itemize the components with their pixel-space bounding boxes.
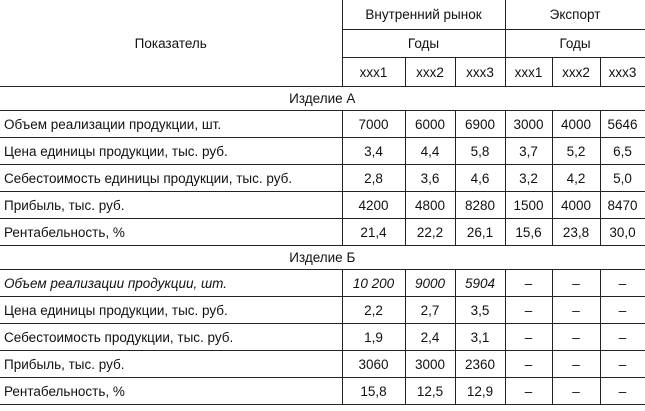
cell-value: 4000: [552, 192, 600, 219]
cell-value: 2360: [455, 351, 505, 378]
row-label: Объем реализации продукции, шт.: [0, 270, 342, 297]
cell-value: 3,5: [455, 297, 505, 324]
row-label: Прибыль, тыс. руб.: [0, 192, 342, 219]
cell-value: 22,2: [405, 219, 455, 246]
domestic-market-header: Внутренний рынок: [342, 0, 505, 30]
cell-value: 6900: [455, 111, 505, 138]
row-label: Объем реализации продукции, шт.: [0, 111, 342, 138]
row-label: Рентабельность, %: [0, 378, 342, 405]
cell-value: –: [505, 270, 552, 297]
cell-value: –: [600, 351, 645, 378]
cell-value: 5,2: [552, 138, 600, 165]
row-label: Прибыль, тыс. руб.: [0, 351, 342, 378]
cell-value: 3000: [505, 111, 552, 138]
cell-value: 15,8: [342, 378, 405, 405]
cell-value: 23,8: [552, 219, 600, 246]
export-years-header: Годы: [505, 30, 645, 58]
table-row: [0, 324, 645, 351]
year-col-header: ххх2: [405, 58, 455, 87]
row-label: Себестоимость продукции, тыс. руб.: [0, 324, 342, 351]
cell-value: 3,6: [405, 165, 455, 192]
cell-value: –: [552, 324, 600, 351]
cell-value: –: [552, 297, 600, 324]
cell-value: 7000: [342, 111, 405, 138]
table-row: [0, 351, 645, 378]
cell-value: 1,9: [342, 324, 405, 351]
cell-value: 5,8: [455, 138, 505, 165]
cell-value: –: [505, 378, 552, 405]
cell-value: 4,2: [552, 165, 600, 192]
cell-value: 4000: [552, 111, 600, 138]
table-row: [0, 192, 645, 219]
cell-value: 3,7: [505, 138, 552, 165]
cell-value: 5646: [600, 111, 645, 138]
cell-value: –: [505, 324, 552, 351]
cell-value: 3,2: [505, 165, 552, 192]
domestic-years-header: Годы: [342, 30, 505, 58]
year-col-header: ххх1: [505, 58, 552, 87]
row-label: Себестоимость единицы продукции, тыс. руб.: [0, 165, 342, 192]
cell-value: 15,6: [505, 219, 552, 246]
section-title: Изделие Б: [0, 246, 645, 270]
cell-value: 21,4: [342, 219, 405, 246]
cell-value: –: [505, 351, 552, 378]
export-header: Экспорт: [505, 0, 645, 30]
cell-value: 1500: [505, 192, 552, 219]
cell-value: 6,5: [600, 138, 645, 165]
row-label: Рентабельность, %: [0, 219, 342, 246]
cell-value: 2,2: [342, 297, 405, 324]
table-row: [0, 165, 645, 192]
cell-value: 2,8: [342, 165, 405, 192]
table-row: [0, 297, 645, 324]
cell-value: –: [600, 270, 645, 297]
cell-value: 5904: [455, 270, 505, 297]
cell-value: 8280: [455, 192, 505, 219]
table-row: [0, 378, 645, 405]
cell-value: 30,0: [600, 219, 645, 246]
cell-value: 2,7: [405, 297, 455, 324]
cell-value: –: [600, 324, 645, 351]
row-label: Цена единицы продукции, тыс. руб.: [0, 297, 342, 324]
cell-value: 3,1: [455, 324, 505, 351]
cell-value: 26,1: [455, 219, 505, 246]
year-col-header: ххх2: [552, 58, 600, 87]
cell-value: 4800: [405, 192, 455, 219]
cell-value: –: [505, 297, 552, 324]
cell-value: 5,0: [600, 165, 645, 192]
cell-value: 12,5: [405, 378, 455, 405]
table-row: [0, 219, 645, 246]
table-row: [0, 270, 645, 297]
cell-value: 3060: [342, 351, 405, 378]
year-col-header: ххх3: [600, 58, 645, 87]
cell-value: 4,6: [455, 165, 505, 192]
table-row: [0, 111, 645, 138]
cell-value: 10 200: [342, 270, 405, 297]
cell-value: –: [600, 378, 645, 405]
section-title: Изделие А: [0, 87, 645, 111]
cell-value: 4200: [342, 192, 405, 219]
year-col-header: ххх1: [342, 58, 405, 87]
table-row: [0, 138, 645, 165]
cell-value: 3000: [405, 351, 455, 378]
cell-value: 9000: [405, 270, 455, 297]
cell-value: 6000: [405, 111, 455, 138]
cell-value: 3,4: [342, 138, 405, 165]
cell-value: 2,4: [405, 324, 455, 351]
cell-value: –: [552, 270, 600, 297]
year-col-header: ххх3: [455, 58, 505, 87]
cell-value: 4,4: [405, 138, 455, 165]
cell-value: 12,9: [455, 378, 505, 405]
row-label: Цена единицы продукции, тыс. руб.: [0, 138, 342, 165]
indicator-header: Показатель: [0, 0, 342, 87]
cell-value: –: [600, 297, 645, 324]
cell-value: 8470: [600, 192, 645, 219]
cell-value: –: [552, 378, 600, 405]
cell-value: –: [552, 351, 600, 378]
